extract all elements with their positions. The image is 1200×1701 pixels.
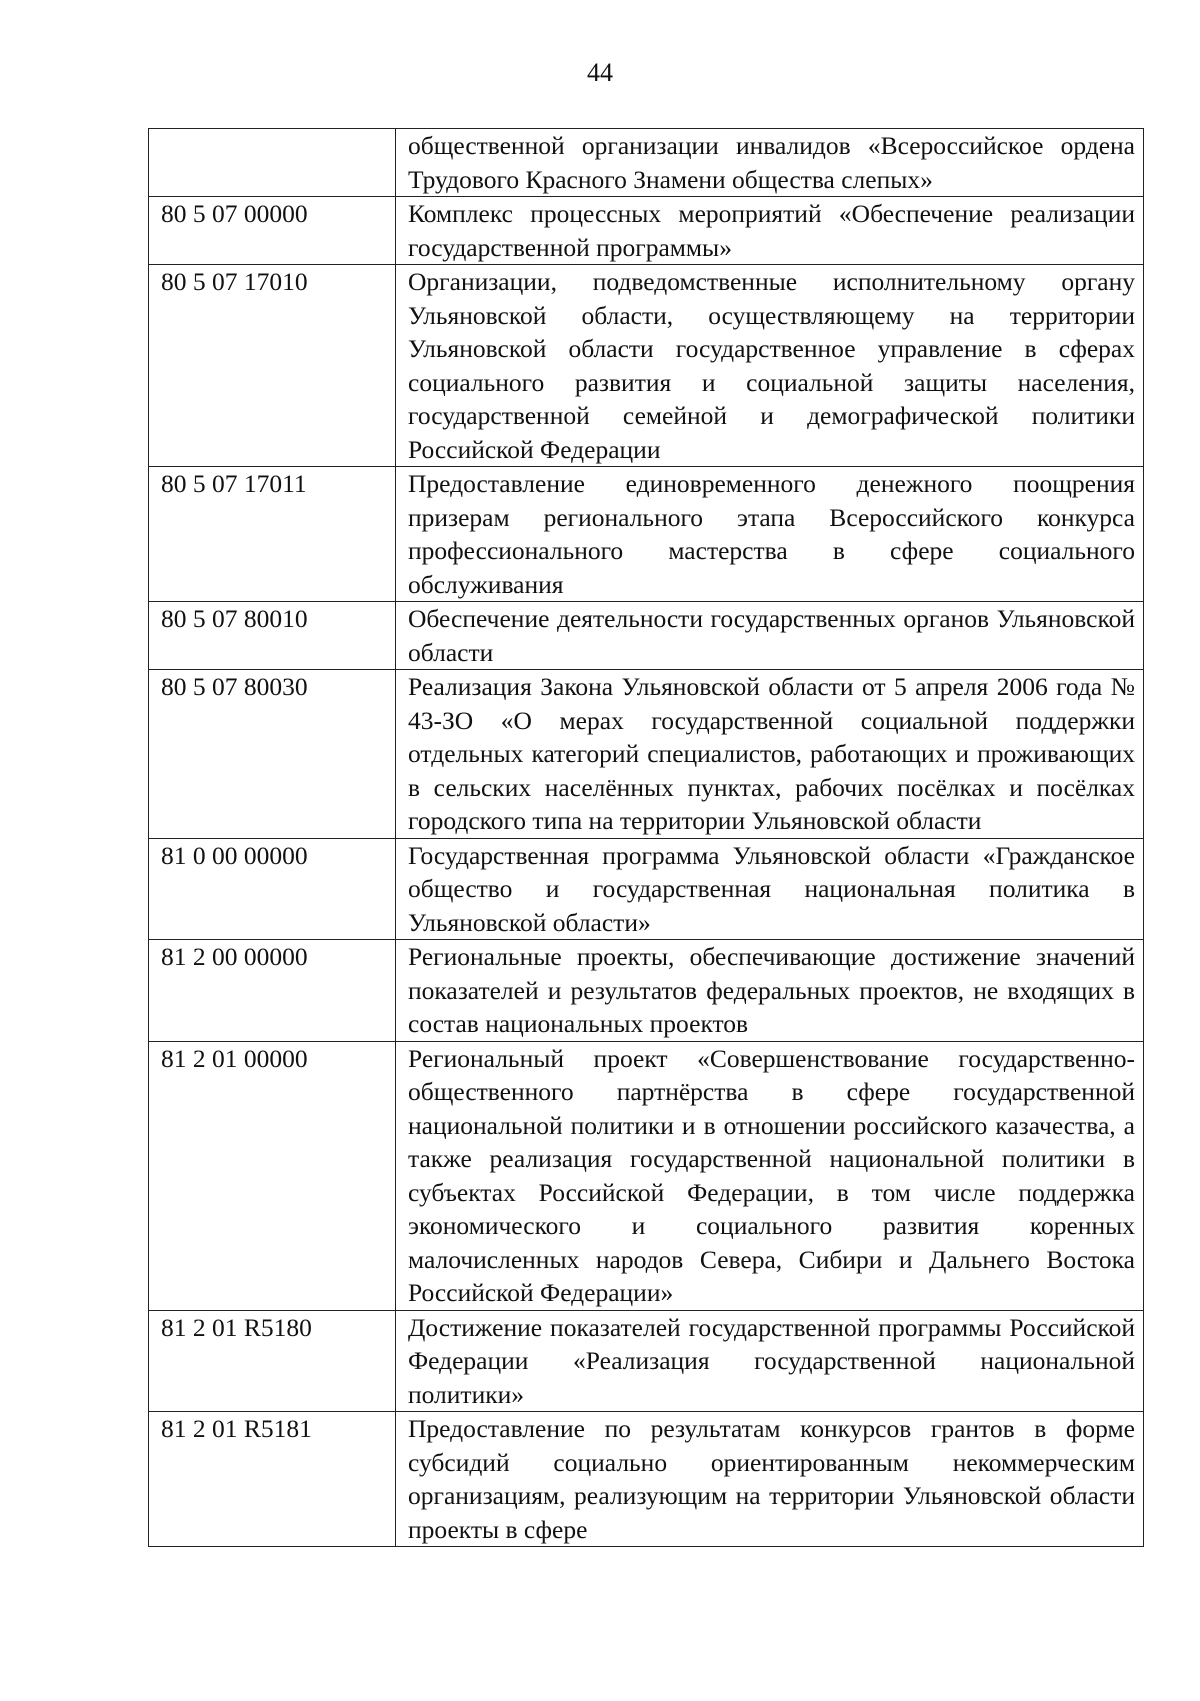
page-number: 44 <box>587 58 613 87</box>
row-code: 81 2 01 R5180 <box>149 1310 396 1412</box>
row-code: 80 5 07 17011 <box>149 467 396 602</box>
table-row <box>149 602 1144 670</box>
row-code: 80 5 07 80030 <box>149 670 396 839</box>
row-code: 81 2 00 00000 <box>149 940 396 1042</box>
table-row <box>149 940 1144 1042</box>
row-description: Реализация Закона Ульяновской области от 5 апреля 2006 года № 43-ЗО «О мерах государственной социальной поддержки отдельных категорий специалистов, работающих и проживающих в сельских населённых пунктах, рабочих посёлках и посёлках городского типа на территории Ульяновской области <box>396 670 1144 839</box>
row-description: Региональный проект «Совершенствование государственно-общественного партнёрства в сфере государственной национальной политики и в отношении российского казачества, а также реализация государственной национальной политики в субъектах Российской Федерации, в том числе поддержка экономического и социального развития коренных малочисленных народов Севера, Сибири и Дальнего Востока Российской Федерации» <box>396 1041 1144 1310</box>
row-code: 80 5 07 00000 <box>149 197 396 265</box>
row-description: Комплекс процессных мероприятий «Обеспечение реализации государственной программы» <box>396 197 1144 265</box>
row-code: 80 5 07 80010 <box>149 602 396 670</box>
table-row <box>149 670 1144 839</box>
row-description: Региональные проекты, обеспечивающие достижение значений показателей и результатов федеральных проектов, не входящих в состав национальных проектов <box>396 940 1144 1042</box>
row-description: Обеспечение деятельности государственных органов Ульяновской области <box>396 602 1144 670</box>
row-description: Достижение показателей государственной программы Российской Федерации «Реализация государственной национальной политики» <box>396 1310 1144 1412</box>
row-description: Предоставление по результатам конкурсов грантов в форме субсидий социально ориентированным некоммерческим организациям, реализующим на территории Ульяновской области проекты в сфере <box>396 1412 1144 1547</box>
table-row <box>149 265 1144 467</box>
row-code: 81 2 01 R5181 <box>149 1412 396 1547</box>
row-description: Предоставление единовременного денежного поощрения призерам регионального этапа Всероссийского конкурса профессионального мастерства в сфере социального обслуживания <box>396 467 1144 602</box>
budget-classification-table <box>148 128 1144 1547</box>
row-description: Государственная программа Ульяновской области «Гражданское общество и государственная национальная политика в Ульяновской области» <box>396 838 1144 940</box>
table-row <box>149 197 1144 265</box>
row-code: 81 2 01 00000 <box>149 1041 396 1310</box>
row-code <box>149 129 396 197</box>
table-row <box>149 467 1144 602</box>
row-code: 81 0 00 00000 <box>149 838 396 940</box>
table-row <box>149 1310 1144 1412</box>
table-row <box>149 1041 1144 1310</box>
row-description: общественной организации инвалидов «Всероссийское ордена Трудового Красного Знамени общества слепых» <box>396 129 1144 197</box>
row-code: 80 5 07 17010 <box>149 265 396 467</box>
table-row <box>149 129 1144 197</box>
row-description: Организации, подведомственные исполнительному органу Ульяновской области, осуществляющему на территории Ульяновской области государственное управление в сферах социального развития и социальной защиты населения, государственной семейной и демографической политики Российской Федерации <box>396 265 1144 467</box>
table-row <box>149 1412 1144 1547</box>
table-row <box>149 838 1144 940</box>
